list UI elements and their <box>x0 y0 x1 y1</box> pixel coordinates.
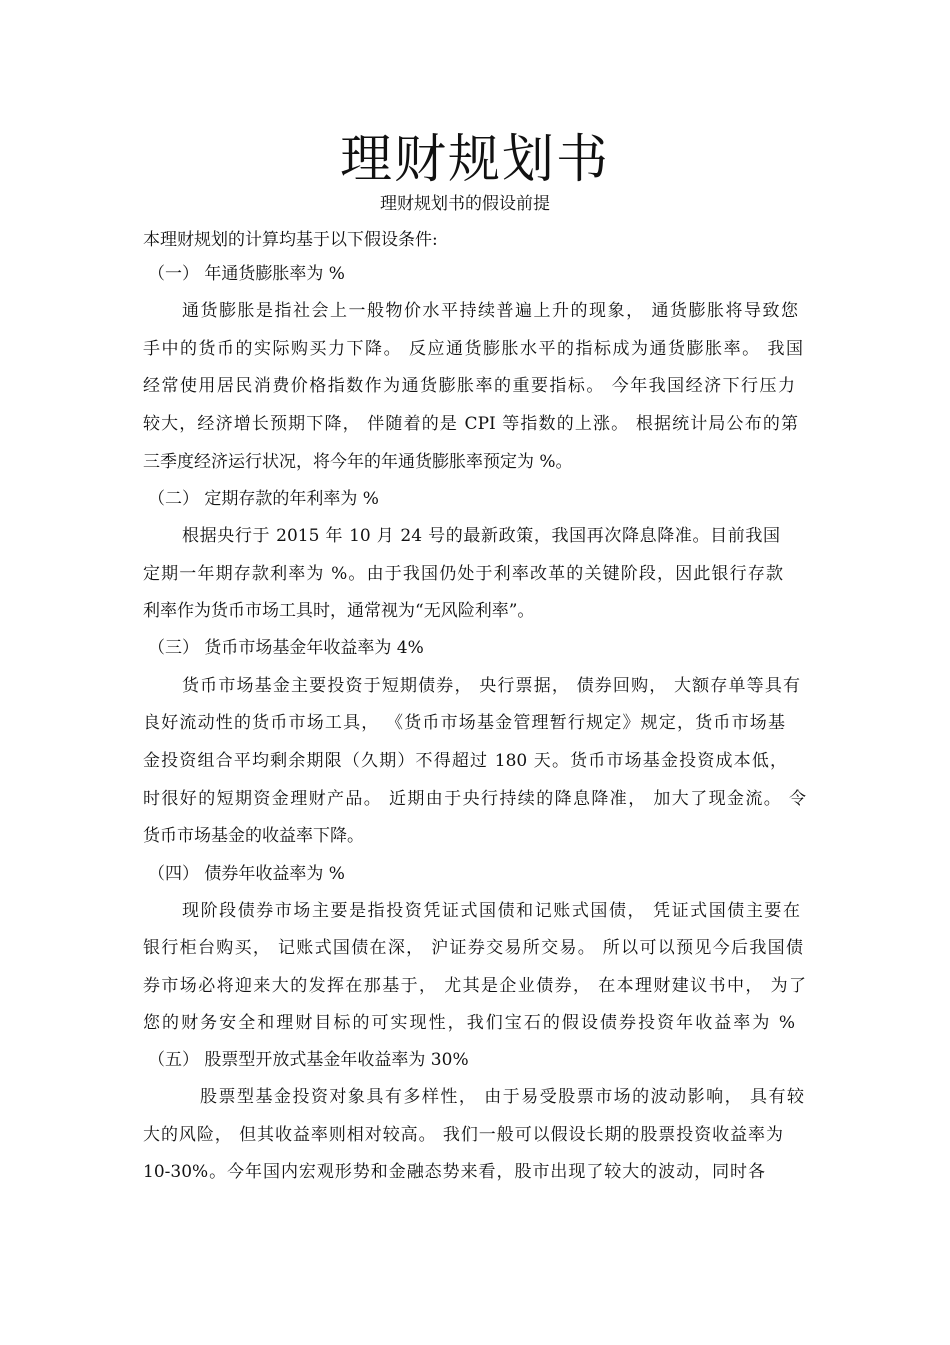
section-1-line-4: 较大，经济增长预期下降， 伴随着的是 CPI 等指数的上涨。 根据统计局公布的第 <box>143 414 798 434</box>
section-4-line-2: 银行柜台购买， 记账式国债在深， 沪证券交易所交易。 所以可以预见今后我国债 <box>143 938 803 958</box>
section-1-line-3: 经常使用居民消费价格指数作为通货膨胀率的重要指标。 今年我国经济下行压力 <box>143 376 795 396</box>
section-3-heading: （三） 货币市场基金年收益率为 4% <box>148 638 424 658</box>
section-2-line-3: 利率作为货币市场工具时，通常视为“无风险利率”。 <box>143 601 535 621</box>
section-1-heading: （一） 年通货膨胀率为 % <box>148 264 345 284</box>
section-4-heading: （四） 债券年收益率为 % <box>148 864 345 884</box>
section-3-line-2: 良好流动性的货币市场工具， 《货币市场基金管理暂行规定》规定，货币市场基 <box>143 713 785 733</box>
section-1-line-1: 通货膨胀是指社会上一般物价水平持续普遍上升的现象， 通货膨胀将导致您 <box>182 301 798 321</box>
section-4-line-3: 券市场必将迎来大的发挥在那基于， 尤其是企业债券， 在本理财建议书中， 为了 <box>143 976 806 996</box>
section-3-line-4: 时很好的短期资金理财产品。 近期由于央行持续的降息降准， 加大了现金流。 令 <box>143 789 806 809</box>
section-2-heading: （二） 定期存款的年利率为 % <box>148 489 379 509</box>
intro-text: 本理财规划的计算均基于以下假设条件: <box>143 230 438 250</box>
section-1-line-2: 手中的货币的实际购买力下降。 反应通货膨胀水平的指标成为通货膨胀率。 我国 <box>143 339 803 359</box>
section-3-line-3: 金投资组合平均剩余期限（久期）不得超过 180 天。货币市场基金投资成本低， <box>143 751 787 771</box>
document-subtitle: 理财规划书的假设前提 <box>380 194 550 214</box>
section-2-line-1: 根据央行于 2015 年 10 月 24 号的最新政策，我国再次降息降准。目前我国 <box>182 526 780 546</box>
section-3-line-1: 货币市场基金主要投资于短期债券， 央行票据， 债券回购， 大额存单等具有 <box>182 676 800 696</box>
section-1-line-5: 三季度经济运行状况，将今年的年通货膨胀率预定为 %。 <box>143 452 573 472</box>
section-2-line-2: 定期一年期存款利率为 %。由于我国仍处于利率改革的关键阶段，因此银行存款 <box>143 564 783 584</box>
section-5-line-3: 10-30%。今年国内宏观形势和金融态势来看，股市出现了较大的波动，同时各 <box>143 1162 765 1182</box>
document-title: 理财规划书 <box>339 130 610 190</box>
section-4-line-4: 您的财务安全和理财目标的可实现性，我们宝石的假设债券投资年收益率为 % <box>143 1013 795 1033</box>
section-5-line-2: 大的风险， 但其收益率则相对较高。 我们一般可以假设长期的股票投资收益率为 <box>143 1125 783 1145</box>
section-5-heading: （五） 股票型开放式基金年收益率为 30% <box>148 1050 469 1070</box>
section-4-line-1: 现阶段债券市场主要是指投资凭证式国债和记账式国债， 凭证式国债主要在 <box>182 901 800 921</box>
section-3-line-5: 货币市场基金的收益率下降。 <box>143 826 364 846</box>
section-5-line-1: 股票型基金投资对象具有多样性， 由于易受股票市场的波动影响， 具有较 <box>200 1087 804 1107</box>
